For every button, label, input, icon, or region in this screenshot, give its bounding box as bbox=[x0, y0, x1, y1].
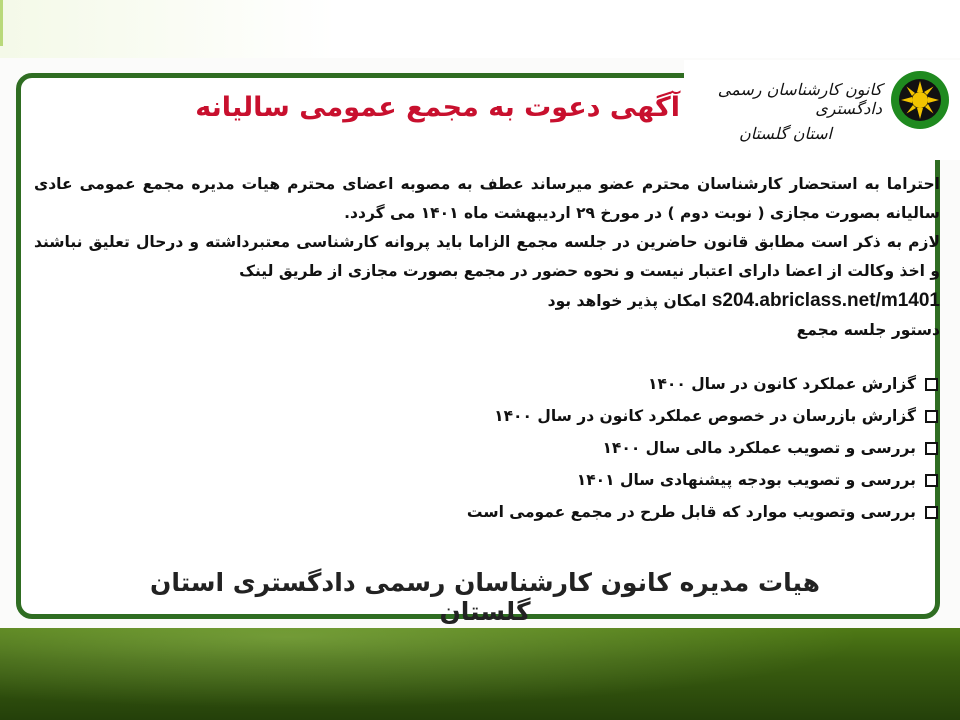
agenda-heading: دستور جلسه مجمع bbox=[796, 321, 940, 339]
checkbox-icon bbox=[925, 378, 938, 391]
org-province: استان گلستان bbox=[738, 124, 832, 143]
checkbox-icon bbox=[925, 474, 938, 487]
agenda-item: بررسی و تصویب عملکرد مالی سال ۱۴۰۰ bbox=[338, 432, 938, 464]
link-line bbox=[34, 286, 940, 316]
agenda-item: بررسی وتصویب موارد که قابل طرح در مجمع عمومی است bbox=[338, 496, 938, 528]
notice-paragraph: لازم به ذکر است مطابق قانون حاضرین در جلسه مجمع الزاما باید پروانه کارشناسی معتبرداشته و درحال تعلیق نباشند و اخذ وکالت از اعضا دارای اعتبار نیست و نحوه حضور در مجمع بصورت مجازی از طریق لینک bbox=[34, 233, 940, 280]
notice-paragraph: احتراما به استحضار کارشناسان محترم عضو میرساند عطف به مصوبه اعضای محترم هیات مدیره مجمع عمومی عادی سالیانه بصورت مجازی ( نوبت دوم ) در مورخ ۲۹ اردیبهشت ماه ۱۴۰۱ می گردد. bbox=[34, 175, 940, 222]
agenda-item: بررسی و تصویب بودجه پیشنهادی سال ۱۴۰۱ bbox=[338, 464, 938, 496]
bottom-decoration bbox=[0, 628, 960, 720]
signature: هیات مدیره کانون کارشناسان رسمی دادگستری استان گلستان bbox=[149, 568, 820, 626]
agenda-item: گزارش بازرسان در خصوص عملکرد کانون در سال ۱۴۰۰ bbox=[338, 400, 938, 432]
org-name: کانون کارشناسان رسمی دادگستری bbox=[717, 80, 882, 118]
notice-body bbox=[34, 170, 940, 345]
top-decoration bbox=[0, 0, 960, 58]
sun-emblem-icon bbox=[890, 70, 950, 130]
checkbox-icon bbox=[925, 410, 938, 423]
agenda-item: گزارش عملکرد کانون در سال ۱۴۰۰ bbox=[338, 368, 938, 400]
link-suffix: امکان پذیر خواهد بود bbox=[547, 292, 707, 310]
accent-tick bbox=[0, 0, 3, 46]
notice-title: آگهی دعوت به مجمع عمومی سالیانه bbox=[195, 92, 680, 123]
meeting-link[interactable]: s204.abriclass.net/m1401 bbox=[711, 290, 940, 311]
checkbox-icon bbox=[925, 506, 938, 519]
agenda-list bbox=[338, 368, 938, 528]
checkbox-icon bbox=[925, 442, 938, 455]
